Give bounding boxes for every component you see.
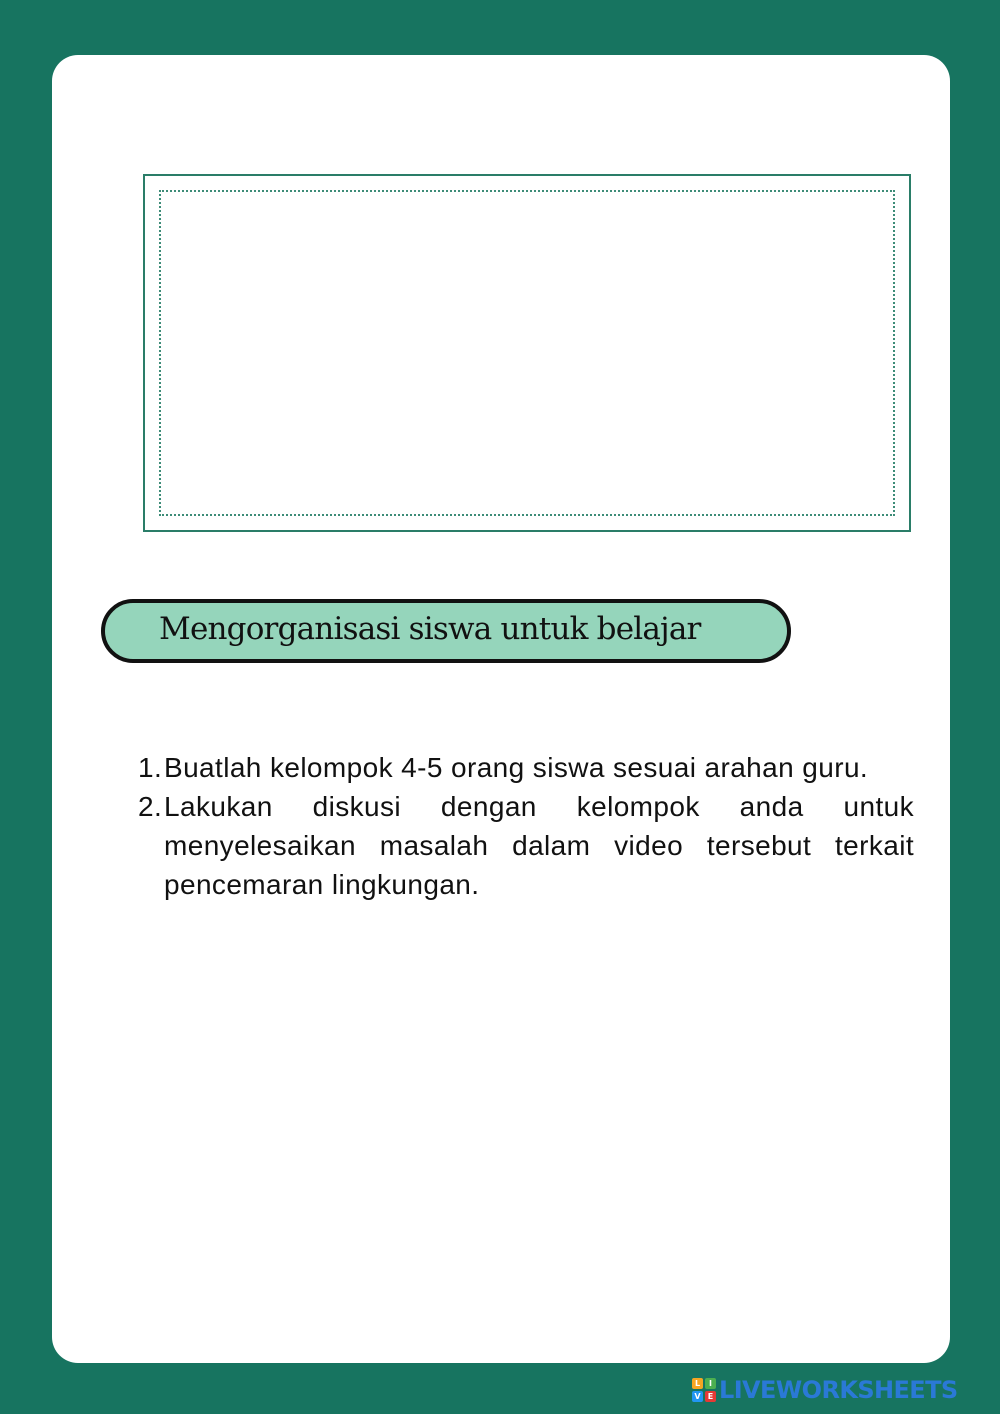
liveworksheets-logo-icon xyxy=(692,1378,716,1402)
liveworksheets-brand xyxy=(692,1376,958,1404)
logo-letter-i: I xyxy=(705,1378,716,1389)
list-item-text: Lakukan diskusi dengan kelompok anda untuk menyelesaikan masalah dalam video tersebut terkait pencemaran lingkungan. xyxy=(164,791,914,900)
section-heading-pill xyxy=(101,599,791,663)
logo-letter-v: V xyxy=(692,1391,703,1402)
answer-box-dotted-border xyxy=(159,190,895,516)
brand-name: LIVEWORKSHEETS xyxy=(719,1376,958,1404)
list-item xyxy=(138,748,914,787)
instruction-list xyxy=(138,748,914,904)
logo-letter-e: E xyxy=(705,1391,716,1402)
list-item-number: 1. xyxy=(138,752,163,783)
section-heading: Mengorganisasi siswa untuk belajar xyxy=(159,611,701,647)
list-item-number: 2. xyxy=(138,791,163,822)
list-item xyxy=(138,787,914,904)
list-item-text: Buatlah kelompok 4-5 orang siswa sesuai arahan guru. xyxy=(164,752,869,783)
logo-letter-l: L xyxy=(692,1378,703,1389)
video-answer-box[interactable] xyxy=(143,174,911,532)
